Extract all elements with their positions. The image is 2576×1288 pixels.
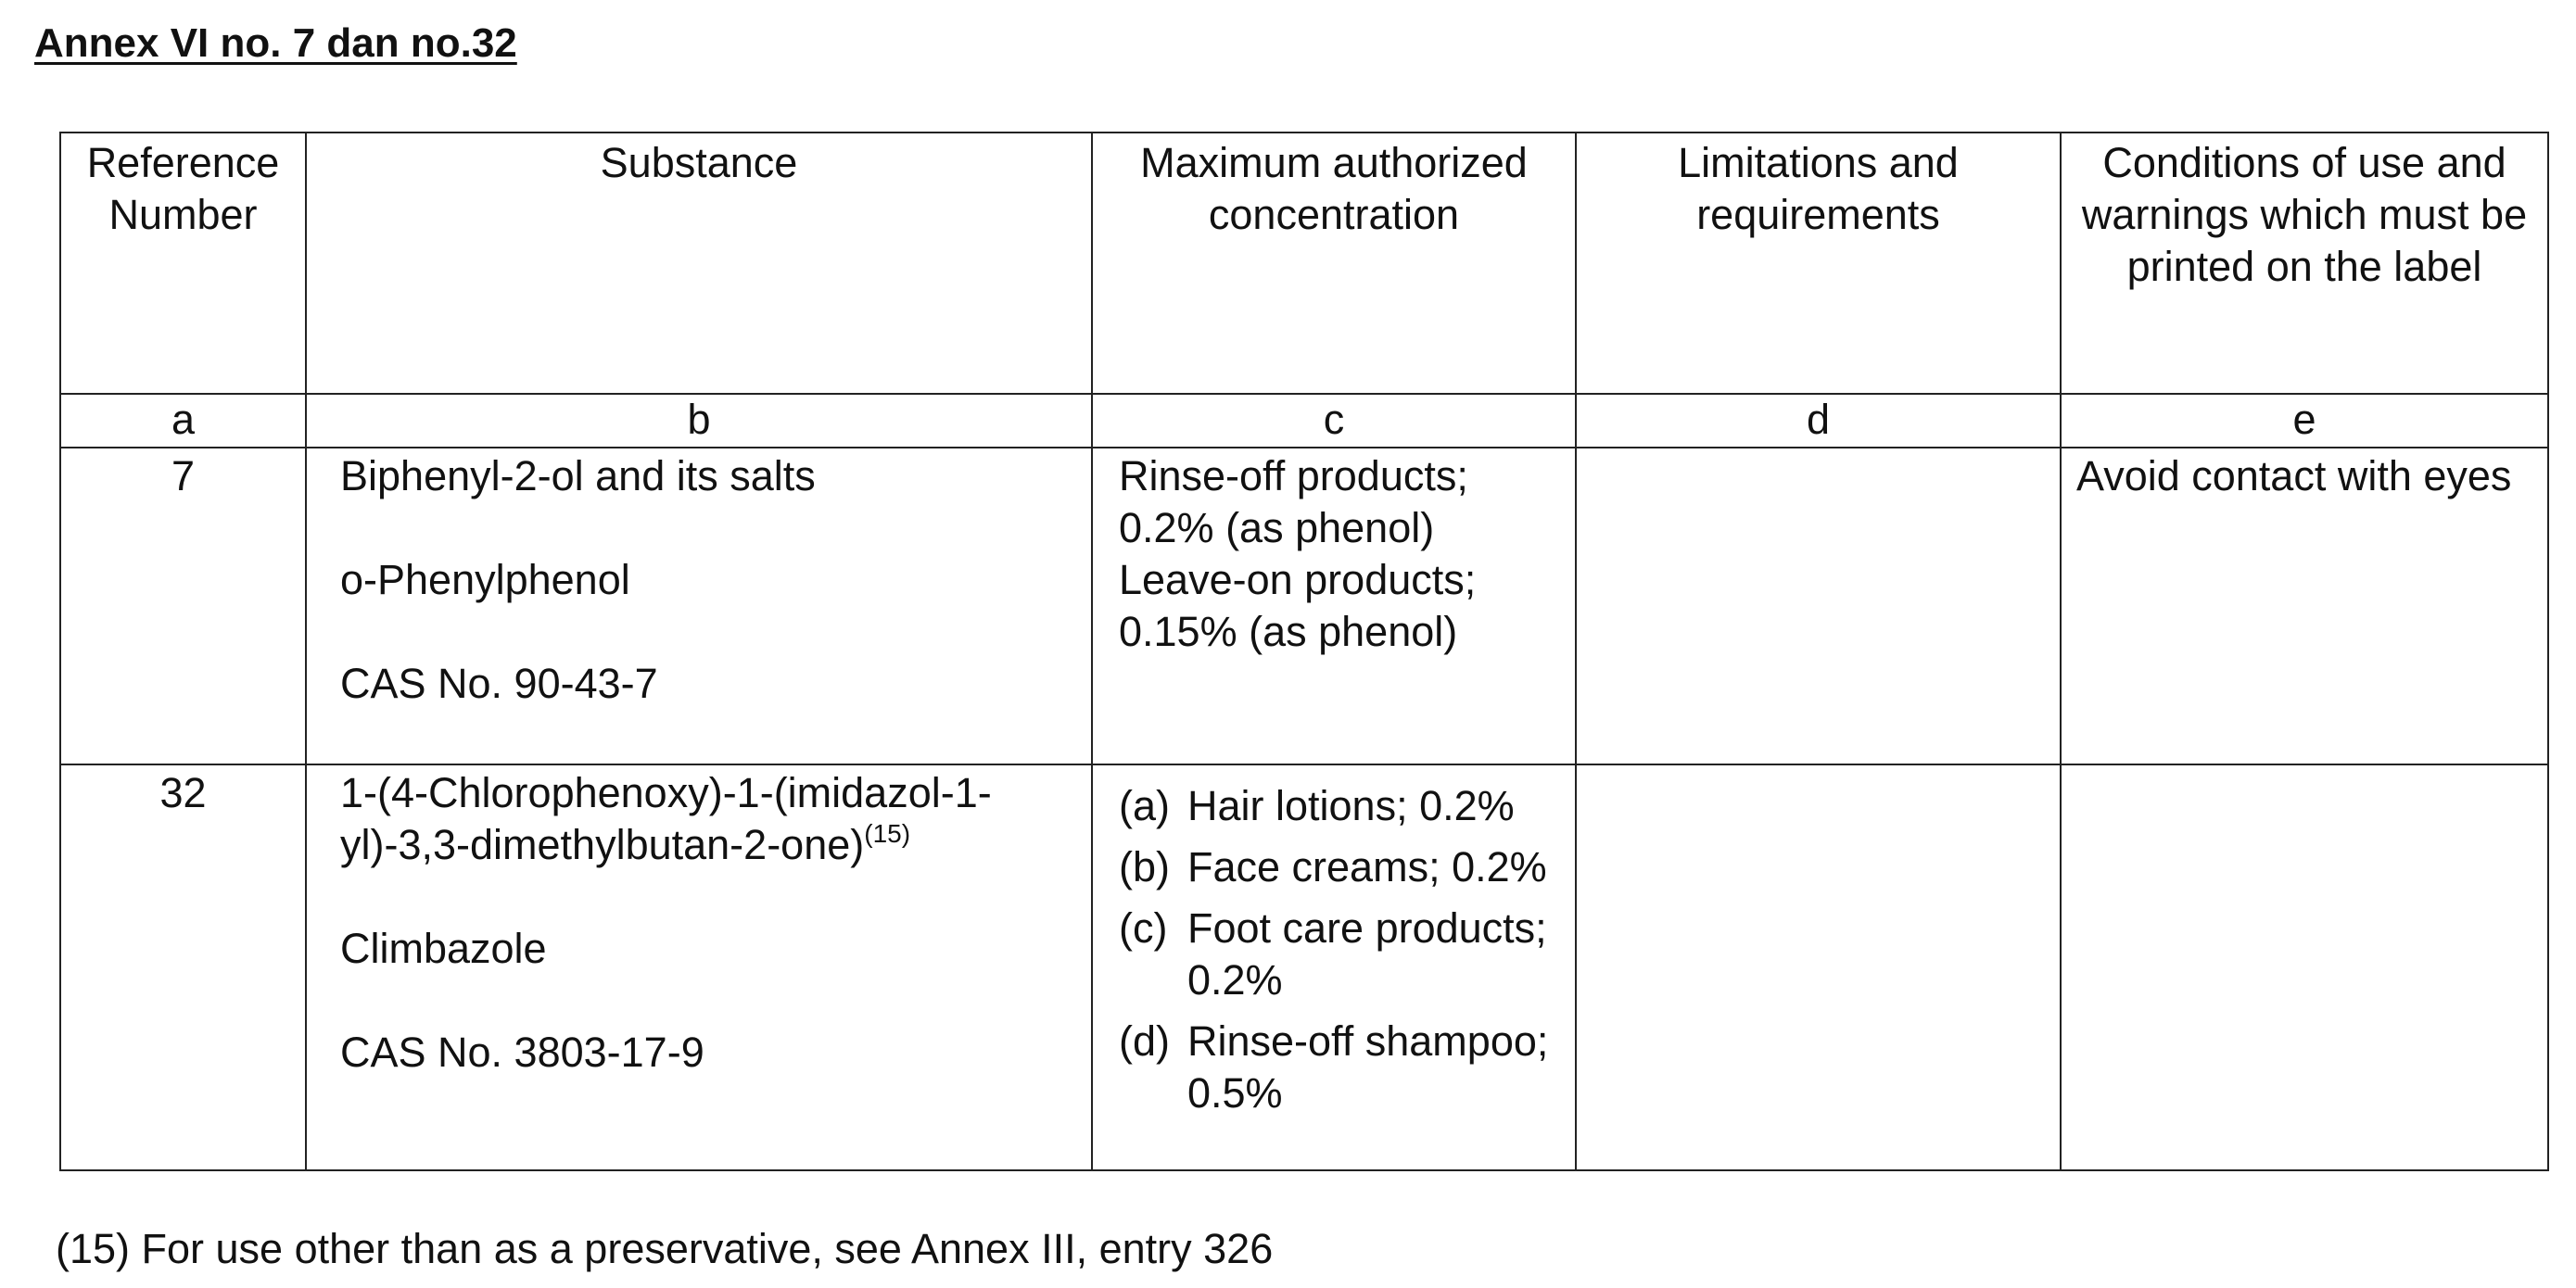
header-reference-number: Reference Number — [86, 139, 280, 238]
footnote: (15) For use other than as a preservative, see Annex III, entry 326 — [56, 1225, 1274, 1272]
column-letter-a: a — [60, 394, 306, 448]
list-item — [1119, 903, 1560, 1006]
concentration-cell — [1092, 448, 1576, 764]
substance-cell — [306, 448, 1092, 764]
header-cell-concentration — [1092, 133, 1576, 394]
header-cell-conditions — [2061, 133, 2548, 394]
header-cell-reference — [60, 133, 306, 394]
substance-cas: CAS No. 90-43-7 — [340, 660, 658, 707]
limitations-cell — [1576, 764, 2061, 1170]
concentration-list — [1119, 780, 1560, 1119]
column-letter-row — [60, 394, 2548, 448]
column-letter-e: e — [2061, 394, 2548, 448]
list-marker: (a) — [1119, 782, 1170, 829]
header-conditions-warnings: Conditions of use and warnings which must be printed on the label — [2081, 139, 2528, 290]
concentration-cell — [1092, 764, 1576, 1170]
substance-cas: CAS No. 3803-17-9 — [340, 1029, 704, 1076]
list-item — [1119, 780, 1560, 832]
reference-cell — [60, 448, 306, 764]
header-limitations: Limitations and requirements — [1678, 139, 1959, 238]
warning-text — [2062, 765, 2547, 767]
warnings-cell — [2061, 764, 2548, 1170]
list-text: Hair lotions; 0.2% — [1187, 782, 1515, 829]
warning-text: Avoid contact with eyes — [2076, 452, 2512, 499]
substance-synonym: Climbazole — [340, 925, 547, 972]
substance-name: Biphenyl-2-ol and its salts — [340, 452, 816, 499]
list-marker: (c) — [1119, 904, 1168, 952]
header-cell-substance — [306, 133, 1092, 394]
list-text: Face creams; 0.2% — [1187, 843, 1547, 890]
concentration-line: Rinse-off products; — [1119, 452, 1468, 499]
concentration-line: Leave-on products; — [1119, 556, 1477, 603]
header-max-concentration: Maximum authorized concentration — [1140, 139, 1528, 238]
annex-table — [59, 132, 2549, 1171]
list-marker: (d) — [1119, 1017, 1170, 1065]
table-row — [60, 448, 2548, 764]
limitations-cell — [1576, 448, 2061, 764]
substance-name: 1-(4-Chlorophenoxy)-1-(imidazol-1-yl)-3,3-dimethylbutan-2-one) — [340, 769, 992, 868]
reference-number: 32 — [159, 769, 207, 816]
reference-number: 7 — [171, 452, 196, 499]
list-marker: (b) — [1119, 843, 1170, 890]
concentration-line: 0.2% (as phenol) — [1119, 504, 1435, 551]
footnote-reference: (15) — [864, 819, 911, 848]
column-letter-d: d — [1576, 394, 2061, 448]
substance-cell — [306, 764, 1092, 1170]
column-letter-c: c — [1092, 394, 1576, 448]
list-text: Foot care products; 0.2% — [1187, 904, 1547, 1004]
substance-synonym: o-Phenylphenol — [340, 556, 630, 603]
header-substance: Substance — [600, 139, 798, 186]
header-cell-limitations — [1576, 133, 2061, 394]
column-letter-b: b — [306, 394, 1092, 448]
list-item — [1119, 841, 1560, 893]
annex-heading: Annex VI no. 7 dan no.32 — [34, 20, 517, 66]
concentration-line: 0.15% (as phenol) — [1119, 608, 1458, 655]
warnings-cell — [2061, 448, 2548, 764]
reference-cell — [60, 764, 306, 1170]
list-item — [1119, 1016, 1560, 1119]
table-header-row — [60, 133, 2548, 394]
list-text: Rinse-off shampoo; 0.5% — [1187, 1017, 1549, 1117]
table-row — [60, 764, 2548, 1170]
